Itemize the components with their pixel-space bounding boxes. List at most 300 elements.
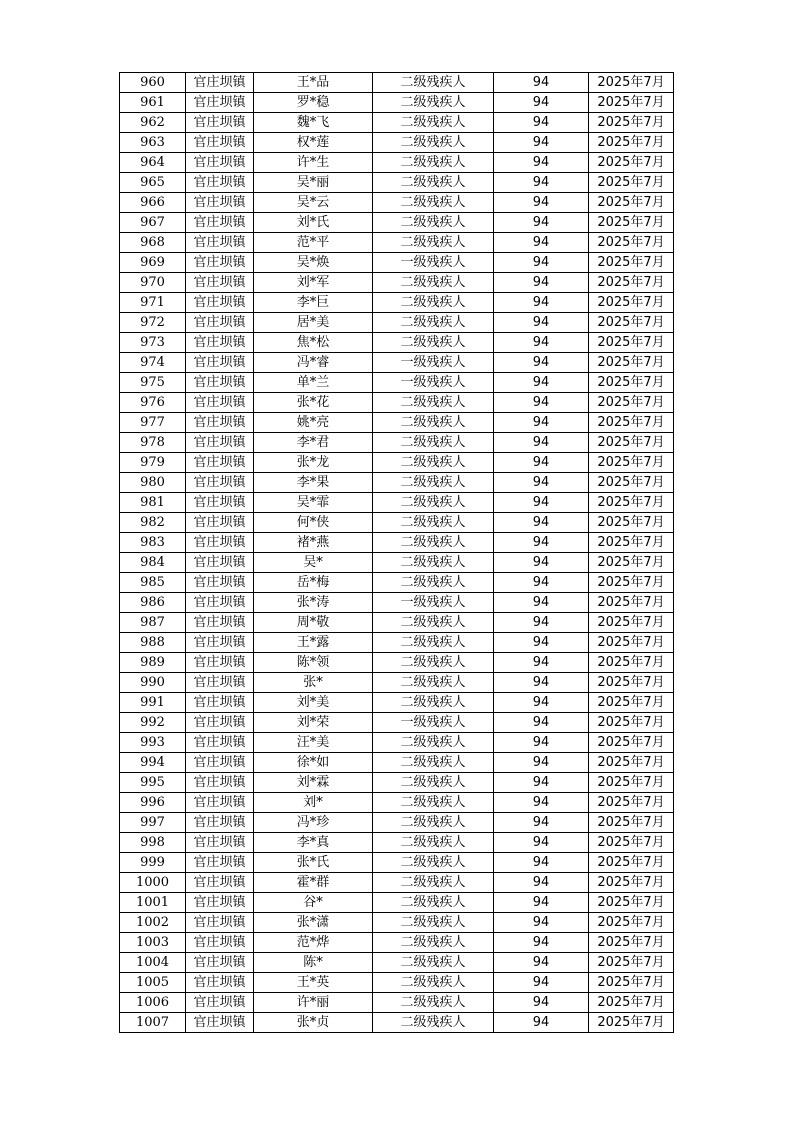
table-row bbox=[120, 553, 674, 573]
amount-cell: 94 bbox=[494, 473, 589, 493]
serial-number-cell: 962 bbox=[120, 113, 186, 133]
table-row bbox=[120, 333, 674, 353]
serial-number-cell: 984 bbox=[120, 553, 186, 573]
serial-number-cell: 963 bbox=[120, 133, 186, 153]
amount-cell: 94 bbox=[494, 413, 589, 433]
town-cell: 官庄坝镇 bbox=[186, 833, 254, 853]
amount-cell: 94 bbox=[494, 813, 589, 833]
table-row bbox=[120, 833, 674, 853]
table-row bbox=[120, 153, 674, 173]
name-cell: 陈*领 bbox=[254, 653, 373, 673]
disability-level-cell: 二级残疾人 bbox=[373, 293, 494, 313]
name-cell: 姚*亮 bbox=[254, 413, 373, 433]
table-row bbox=[120, 353, 674, 373]
disability-level-cell: 二级残疾人 bbox=[373, 573, 494, 593]
serial-number-cell: 997 bbox=[120, 813, 186, 833]
month-cell: 2025年7月 bbox=[589, 673, 674, 693]
town-cell: 官庄坝镇 bbox=[186, 573, 254, 593]
month-cell: 2025年7月 bbox=[589, 593, 674, 613]
amount-cell: 94 bbox=[494, 553, 589, 573]
serial-number-cell: 965 bbox=[120, 173, 186, 193]
disability-level-cell: 二级残疾人 bbox=[373, 493, 494, 513]
disability-level-cell: 二级残疾人 bbox=[373, 873, 494, 893]
table-row bbox=[120, 493, 674, 513]
name-cell: 李*巨 bbox=[254, 293, 373, 313]
amount-cell: 94 bbox=[494, 353, 589, 373]
town-cell: 官庄坝镇 bbox=[186, 333, 254, 353]
name-cell: 王*露 bbox=[254, 633, 373, 653]
serial-number-cell: 995 bbox=[120, 773, 186, 793]
serial-number-cell: 1000 bbox=[120, 873, 186, 893]
amount-cell: 94 bbox=[494, 133, 589, 153]
town-cell: 官庄坝镇 bbox=[186, 133, 254, 153]
table-row bbox=[120, 673, 674, 693]
disability-level-cell: 二级残疾人 bbox=[373, 933, 494, 953]
serial-number-cell: 990 bbox=[120, 673, 186, 693]
town-cell: 官庄坝镇 bbox=[186, 273, 254, 293]
disability-level-cell: 二级残疾人 bbox=[373, 793, 494, 813]
name-cell: 谷* bbox=[254, 893, 373, 913]
town-cell: 官庄坝镇 bbox=[186, 373, 254, 393]
disability-level-cell: 二级残疾人 bbox=[373, 133, 494, 153]
disability-level-cell: 二级残疾人 bbox=[373, 673, 494, 693]
town-cell: 官庄坝镇 bbox=[186, 753, 254, 773]
amount-cell: 94 bbox=[494, 433, 589, 453]
disability-level-cell: 二级残疾人 bbox=[373, 753, 494, 773]
name-cell: 罗*稳 bbox=[254, 93, 373, 113]
disability-level-cell: 二级残疾人 bbox=[373, 193, 494, 213]
town-cell: 官庄坝镇 bbox=[186, 773, 254, 793]
month-cell: 2025年7月 bbox=[589, 213, 674, 233]
name-cell: 岳*梅 bbox=[254, 573, 373, 593]
month-cell: 2025年7月 bbox=[589, 473, 674, 493]
table-row bbox=[120, 213, 674, 233]
serial-number-cell: 1003 bbox=[120, 933, 186, 953]
month-cell: 2025年7月 bbox=[589, 333, 674, 353]
amount-cell: 94 bbox=[494, 1013, 589, 1033]
serial-number-cell: 988 bbox=[120, 633, 186, 653]
month-cell: 2025年7月 bbox=[589, 113, 674, 133]
town-cell: 官庄坝镇 bbox=[186, 253, 254, 273]
serial-number-cell: 975 bbox=[120, 373, 186, 393]
amount-cell: 94 bbox=[494, 733, 589, 753]
town-cell: 官庄坝镇 bbox=[186, 853, 254, 873]
name-cell: 张*贞 bbox=[254, 1013, 373, 1033]
month-cell: 2025年7月 bbox=[589, 753, 674, 773]
amount-cell: 94 bbox=[494, 273, 589, 293]
disability-level-cell: 二级残疾人 bbox=[373, 613, 494, 633]
month-cell: 2025年7月 bbox=[589, 633, 674, 653]
amount-cell: 94 bbox=[494, 113, 589, 133]
table-row bbox=[120, 733, 674, 753]
disability-level-cell: 二级残疾人 bbox=[373, 693, 494, 713]
town-cell: 官庄坝镇 bbox=[186, 913, 254, 933]
table-row bbox=[120, 993, 674, 1013]
month-cell: 2025年7月 bbox=[589, 273, 674, 293]
month-cell: 2025年7月 bbox=[589, 613, 674, 633]
disability-level-cell: 二级残疾人 bbox=[373, 433, 494, 453]
month-cell: 2025年7月 bbox=[589, 833, 674, 853]
name-cell: 张*涛 bbox=[254, 593, 373, 613]
name-cell: 何*侠 bbox=[254, 513, 373, 533]
table-row bbox=[120, 73, 674, 93]
table-row bbox=[120, 533, 674, 553]
serial-number-cell: 969 bbox=[120, 253, 186, 273]
town-cell: 官庄坝镇 bbox=[186, 73, 254, 93]
amount-cell: 94 bbox=[494, 253, 589, 273]
serial-number-cell: 972 bbox=[120, 313, 186, 333]
town-cell: 官庄坝镇 bbox=[186, 633, 254, 653]
month-cell: 2025年7月 bbox=[589, 233, 674, 253]
disability-level-cell: 二级残疾人 bbox=[373, 273, 494, 293]
amount-cell: 94 bbox=[494, 533, 589, 553]
amount-cell: 94 bbox=[494, 373, 589, 393]
month-cell: 2025年7月 bbox=[589, 253, 674, 273]
serial-number-cell: 983 bbox=[120, 533, 186, 553]
table-row bbox=[120, 433, 674, 453]
month-cell: 2025年7月 bbox=[589, 993, 674, 1013]
month-cell: 2025年7月 bbox=[589, 1013, 674, 1033]
table-row bbox=[120, 133, 674, 153]
amount-cell: 94 bbox=[494, 753, 589, 773]
name-cell: 张* bbox=[254, 673, 373, 693]
town-cell: 官庄坝镇 bbox=[186, 673, 254, 693]
name-cell: 吴*丽 bbox=[254, 173, 373, 193]
serial-number-cell: 970 bbox=[120, 273, 186, 293]
serial-number-cell: 971 bbox=[120, 293, 186, 313]
amount-cell: 94 bbox=[494, 333, 589, 353]
town-cell: 官庄坝镇 bbox=[186, 793, 254, 813]
disability-level-cell: 二级残疾人 bbox=[373, 813, 494, 833]
town-cell: 官庄坝镇 bbox=[186, 213, 254, 233]
month-cell: 2025年7月 bbox=[589, 793, 674, 813]
table-row bbox=[120, 573, 674, 593]
name-cell: 张*花 bbox=[254, 393, 373, 413]
disability-level-cell: 二级残疾人 bbox=[373, 173, 494, 193]
name-cell: 刘*荣 bbox=[254, 713, 373, 733]
table-row bbox=[120, 773, 674, 793]
town-cell: 官庄坝镇 bbox=[186, 733, 254, 753]
amount-cell: 94 bbox=[494, 633, 589, 653]
name-cell: 魏*飞 bbox=[254, 113, 373, 133]
amount-cell: 94 bbox=[494, 493, 589, 513]
month-cell: 2025年7月 bbox=[589, 73, 674, 93]
month-cell: 2025年7月 bbox=[589, 293, 674, 313]
table-row bbox=[120, 873, 674, 893]
name-cell: 权*莲 bbox=[254, 133, 373, 153]
name-cell: 王*品 bbox=[254, 73, 373, 93]
disability-level-cell: 二级残疾人 bbox=[373, 633, 494, 653]
month-cell: 2025年7月 bbox=[589, 653, 674, 673]
name-cell: 吴* bbox=[254, 553, 373, 573]
name-cell: 陈* bbox=[254, 953, 373, 973]
name-cell: 单*兰 bbox=[254, 373, 373, 393]
month-cell: 2025年7月 bbox=[589, 373, 674, 393]
amount-cell: 94 bbox=[494, 993, 589, 1013]
table-row bbox=[120, 193, 674, 213]
serial-number-cell: 989 bbox=[120, 653, 186, 673]
serial-number-cell: 986 bbox=[120, 593, 186, 613]
serial-number-cell: 1002 bbox=[120, 913, 186, 933]
amount-cell: 94 bbox=[494, 713, 589, 733]
amount-cell: 94 bbox=[494, 313, 589, 333]
disability-level-cell: 二级残疾人 bbox=[373, 313, 494, 333]
disability-level-cell: 二级残疾人 bbox=[373, 473, 494, 493]
serial-number-cell: 960 bbox=[120, 73, 186, 93]
name-cell: 范*烨 bbox=[254, 933, 373, 953]
month-cell: 2025年7月 bbox=[589, 533, 674, 553]
amount-cell: 94 bbox=[494, 673, 589, 693]
town-cell: 官庄坝镇 bbox=[186, 413, 254, 433]
name-cell: 李*君 bbox=[254, 433, 373, 453]
amount-cell: 94 bbox=[494, 873, 589, 893]
town-cell: 官庄坝镇 bbox=[186, 473, 254, 493]
disability-level-cell: 二级残疾人 bbox=[373, 513, 494, 533]
disability-level-cell: 二级残疾人 bbox=[373, 733, 494, 753]
name-cell: 吴*云 bbox=[254, 193, 373, 213]
month-cell: 2025年7月 bbox=[589, 873, 674, 893]
table-row bbox=[120, 693, 674, 713]
table-row bbox=[120, 633, 674, 653]
name-cell: 周*敬 bbox=[254, 613, 373, 633]
serial-number-cell: 967 bbox=[120, 213, 186, 233]
disability-level-cell: 二级残疾人 bbox=[373, 893, 494, 913]
serial-number-cell: 980 bbox=[120, 473, 186, 493]
town-cell: 官庄坝镇 bbox=[186, 173, 254, 193]
name-cell: 霍*群 bbox=[254, 873, 373, 893]
disability-level-cell: 二级残疾人 bbox=[373, 453, 494, 473]
serial-number-cell: 1004 bbox=[120, 953, 186, 973]
town-cell: 官庄坝镇 bbox=[186, 893, 254, 913]
disability-level-cell: 二级残疾人 bbox=[373, 533, 494, 553]
disability-level-cell: 二级残疾人 bbox=[373, 153, 494, 173]
disability-level-cell: 二级残疾人 bbox=[373, 93, 494, 113]
name-cell: 李*果 bbox=[254, 473, 373, 493]
name-cell: 范*平 bbox=[254, 233, 373, 253]
serial-number-cell: 964 bbox=[120, 153, 186, 173]
disability-level-cell: 二级残疾人 bbox=[373, 553, 494, 573]
serial-number-cell: 985 bbox=[120, 573, 186, 593]
name-cell: 冯*珍 bbox=[254, 813, 373, 833]
table-row bbox=[120, 393, 674, 413]
disability-level-cell: 二级残疾人 bbox=[373, 113, 494, 133]
month-cell: 2025年7月 bbox=[589, 553, 674, 573]
town-cell: 官庄坝镇 bbox=[186, 613, 254, 633]
table-row bbox=[120, 293, 674, 313]
amount-cell: 94 bbox=[494, 693, 589, 713]
serial-number-cell: 991 bbox=[120, 693, 186, 713]
month-cell: 2025年7月 bbox=[589, 433, 674, 453]
town-cell: 官庄坝镇 bbox=[186, 553, 254, 573]
month-cell: 2025年7月 bbox=[589, 453, 674, 473]
amount-cell: 94 bbox=[494, 953, 589, 973]
table-row bbox=[120, 413, 674, 433]
table-row bbox=[120, 913, 674, 933]
town-cell: 官庄坝镇 bbox=[186, 693, 254, 713]
month-cell: 2025年7月 bbox=[589, 513, 674, 533]
town-cell: 官庄坝镇 bbox=[186, 193, 254, 213]
amount-cell: 94 bbox=[494, 213, 589, 233]
town-cell: 官庄坝镇 bbox=[186, 713, 254, 733]
disability-level-cell: 二级残疾人 bbox=[373, 853, 494, 873]
table-row bbox=[120, 93, 674, 113]
table-row bbox=[120, 233, 674, 253]
amount-cell: 94 bbox=[494, 233, 589, 253]
serial-number-cell: 978 bbox=[120, 433, 186, 453]
disability-level-cell: 二级残疾人 bbox=[373, 833, 494, 853]
name-cell: 刘*美 bbox=[254, 693, 373, 713]
amount-cell: 94 bbox=[494, 613, 589, 633]
table-row bbox=[120, 853, 674, 873]
disability-level-cell: 二级残疾人 bbox=[373, 993, 494, 1013]
disability-level-cell: 二级残疾人 bbox=[373, 773, 494, 793]
table-row bbox=[120, 473, 674, 493]
month-cell: 2025年7月 bbox=[589, 153, 674, 173]
town-cell: 官庄坝镇 bbox=[186, 153, 254, 173]
month-cell: 2025年7月 bbox=[589, 133, 674, 153]
disability-level-cell: 一级残疾人 bbox=[373, 593, 494, 613]
serial-number-cell: 1005 bbox=[120, 973, 186, 993]
amount-cell: 94 bbox=[494, 653, 589, 673]
town-cell: 官庄坝镇 bbox=[186, 933, 254, 953]
town-cell: 官庄坝镇 bbox=[186, 973, 254, 993]
month-cell: 2025年7月 bbox=[589, 933, 674, 953]
month-cell: 2025年7月 bbox=[589, 393, 674, 413]
amount-cell: 94 bbox=[494, 453, 589, 473]
month-cell: 2025年7月 bbox=[589, 93, 674, 113]
month-cell: 2025年7月 bbox=[589, 713, 674, 733]
serial-number-cell: 961 bbox=[120, 93, 186, 113]
name-cell: 许*丽 bbox=[254, 993, 373, 1013]
disability-level-cell: 二级残疾人 bbox=[373, 393, 494, 413]
town-cell: 官庄坝镇 bbox=[186, 393, 254, 413]
amount-cell: 94 bbox=[494, 193, 589, 213]
serial-number-cell: 979 bbox=[120, 453, 186, 473]
month-cell: 2025年7月 bbox=[589, 733, 674, 753]
amount-cell: 94 bbox=[494, 773, 589, 793]
month-cell: 2025年7月 bbox=[589, 173, 674, 193]
disability-level-cell: 二级残疾人 bbox=[373, 73, 494, 93]
table-row bbox=[120, 313, 674, 333]
serial-number-cell: 996 bbox=[120, 793, 186, 813]
name-cell: 居*美 bbox=[254, 313, 373, 333]
table-row bbox=[120, 713, 674, 733]
disability-level-cell: 二级残疾人 bbox=[373, 1013, 494, 1033]
serial-number-cell: 977 bbox=[120, 413, 186, 433]
name-cell: 褚*燕 bbox=[254, 533, 373, 553]
town-cell: 官庄坝镇 bbox=[186, 353, 254, 373]
serial-number-cell: 973 bbox=[120, 333, 186, 353]
name-cell: 张*潇 bbox=[254, 913, 373, 933]
name-cell: 王*英 bbox=[254, 973, 373, 993]
serial-number-cell: 982 bbox=[120, 513, 186, 533]
serial-number-cell: 968 bbox=[120, 233, 186, 253]
month-cell: 2025年7月 bbox=[589, 413, 674, 433]
serial-number-cell: 994 bbox=[120, 753, 186, 773]
town-cell: 官庄坝镇 bbox=[186, 233, 254, 253]
town-cell: 官庄坝镇 bbox=[186, 813, 254, 833]
table-row bbox=[120, 173, 674, 193]
town-cell: 官庄坝镇 bbox=[186, 513, 254, 533]
town-cell: 官庄坝镇 bbox=[186, 433, 254, 453]
name-cell: 刘* bbox=[254, 793, 373, 813]
disability-level-cell: 一级残疾人 bbox=[373, 353, 494, 373]
table-row bbox=[120, 453, 674, 473]
table-row bbox=[120, 973, 674, 993]
serial-number-cell: 993 bbox=[120, 733, 186, 753]
town-cell: 官庄坝镇 bbox=[186, 873, 254, 893]
disability-level-cell: 二级残疾人 bbox=[373, 913, 494, 933]
serial-number-cell: 998 bbox=[120, 833, 186, 853]
town-cell: 官庄坝镇 bbox=[186, 493, 254, 513]
disability-level-cell: 二级残疾人 bbox=[373, 953, 494, 973]
amount-cell: 94 bbox=[494, 513, 589, 533]
disability-level-cell: 二级残疾人 bbox=[373, 653, 494, 673]
name-cell: 张*龙 bbox=[254, 453, 373, 473]
name-cell: 吴*焕 bbox=[254, 253, 373, 273]
name-cell: 刘*霖 bbox=[254, 773, 373, 793]
town-cell: 官庄坝镇 bbox=[186, 93, 254, 113]
amount-cell: 94 bbox=[494, 833, 589, 853]
serial-number-cell: 1006 bbox=[120, 993, 186, 1013]
month-cell: 2025年7月 bbox=[589, 313, 674, 333]
disability-level-cell: 二级残疾人 bbox=[373, 413, 494, 433]
table-row bbox=[120, 373, 674, 393]
table-row bbox=[120, 933, 674, 953]
serial-number-cell: 1001 bbox=[120, 893, 186, 913]
amount-cell: 94 bbox=[494, 933, 589, 953]
disability-level-cell: 一级残疾人 bbox=[373, 373, 494, 393]
town-cell: 官庄坝镇 bbox=[186, 953, 254, 973]
name-cell: 刘*军 bbox=[254, 273, 373, 293]
town-cell: 官庄坝镇 bbox=[186, 653, 254, 673]
subsidy-table bbox=[119, 72, 674, 1033]
disability-level-cell: 二级残疾人 bbox=[373, 333, 494, 353]
table-row bbox=[120, 953, 674, 973]
month-cell: 2025年7月 bbox=[589, 193, 674, 213]
month-cell: 2025年7月 bbox=[589, 573, 674, 593]
amount-cell: 94 bbox=[494, 893, 589, 913]
table-row bbox=[120, 613, 674, 633]
town-cell: 官庄坝镇 bbox=[186, 1013, 254, 1033]
month-cell: 2025年7月 bbox=[589, 693, 674, 713]
month-cell: 2025年7月 bbox=[589, 913, 674, 933]
amount-cell: 94 bbox=[494, 393, 589, 413]
name-cell: 焦*松 bbox=[254, 333, 373, 353]
table-row bbox=[120, 253, 674, 273]
serial-number-cell: 992 bbox=[120, 713, 186, 733]
name-cell: 李*真 bbox=[254, 833, 373, 853]
table-row bbox=[120, 113, 674, 133]
serial-number-cell: 999 bbox=[120, 853, 186, 873]
amount-cell: 94 bbox=[494, 153, 589, 173]
amount-cell: 94 bbox=[494, 973, 589, 993]
disability-level-cell: 一级残疾人 bbox=[373, 713, 494, 733]
disability-level-cell: 二级残疾人 bbox=[373, 213, 494, 233]
table-row bbox=[120, 813, 674, 833]
name-cell: 汪*美 bbox=[254, 733, 373, 753]
table-row bbox=[120, 513, 674, 533]
table-row bbox=[120, 653, 674, 673]
month-cell: 2025年7月 bbox=[589, 953, 674, 973]
month-cell: 2025年7月 bbox=[589, 813, 674, 833]
town-cell: 官庄坝镇 bbox=[186, 453, 254, 473]
town-cell: 官庄坝镇 bbox=[186, 113, 254, 133]
month-cell: 2025年7月 bbox=[589, 773, 674, 793]
table-row bbox=[120, 893, 674, 913]
disability-level-cell: 二级残疾人 bbox=[373, 233, 494, 253]
month-cell: 2025年7月 bbox=[589, 893, 674, 913]
